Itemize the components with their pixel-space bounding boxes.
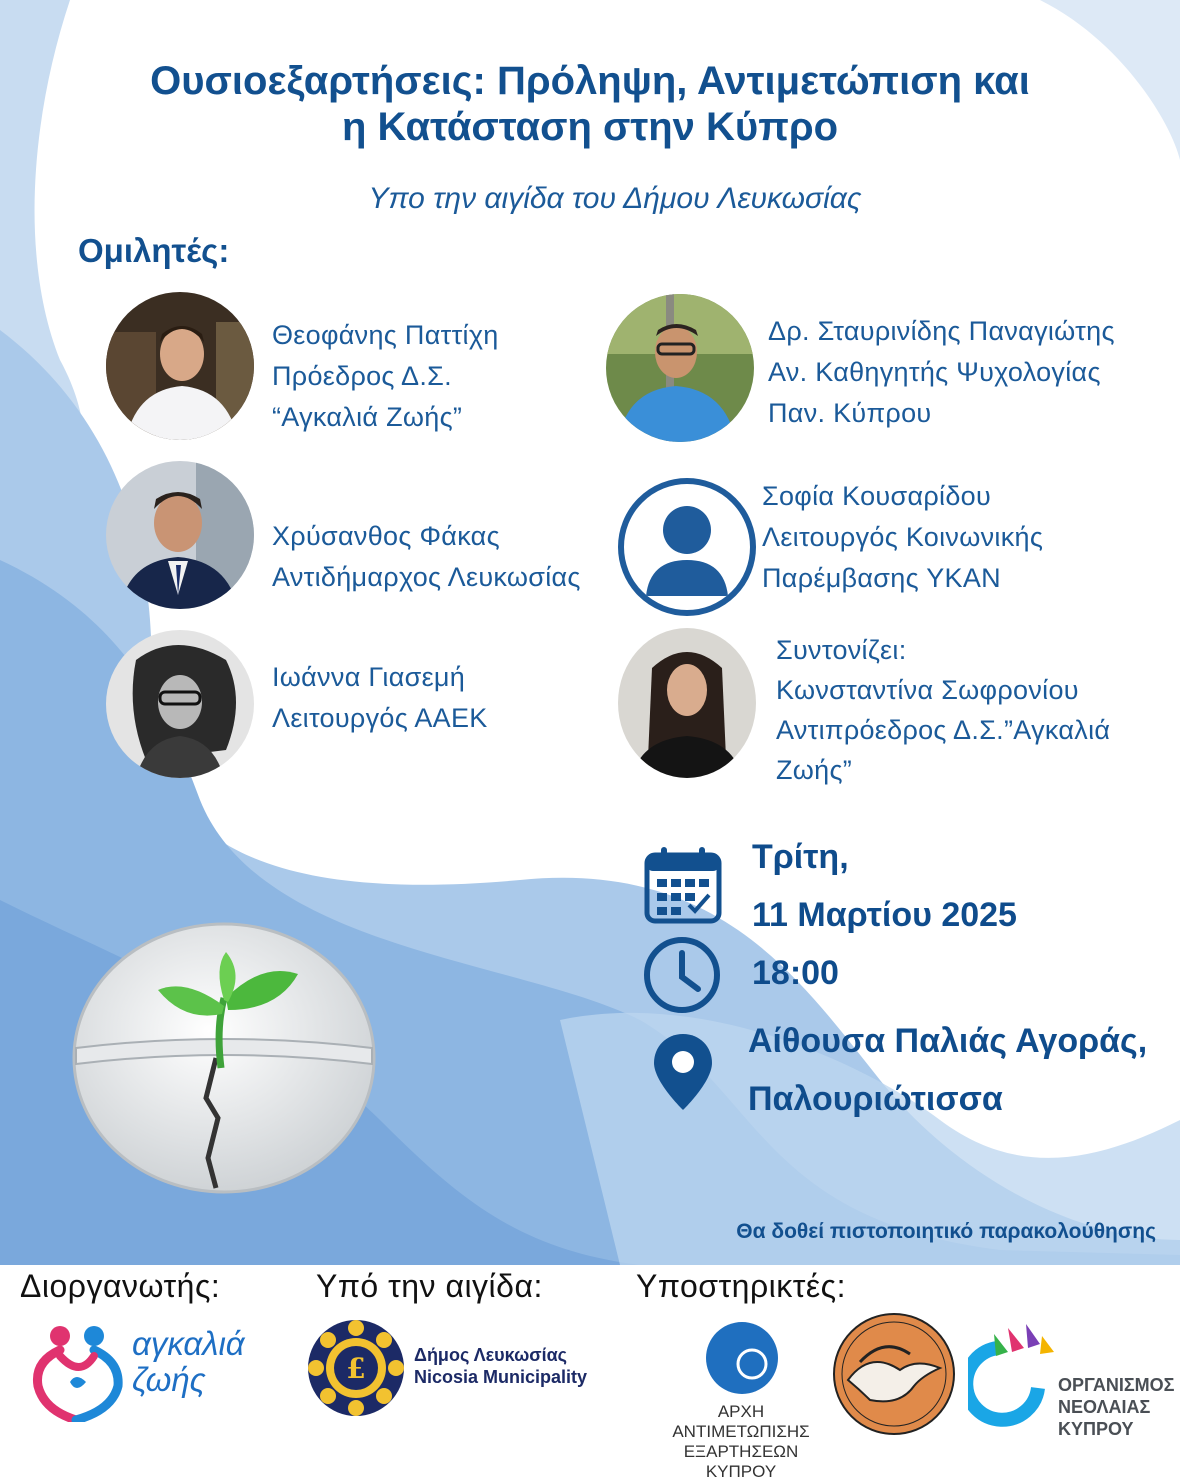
municipality-name — [414, 1344, 587, 1388]
agkalia-zois-logo — [30, 1322, 130, 1422]
event-full-date: 11 Μαρτίου 2025 — [752, 896, 1017, 934]
speaker-info-1 — [272, 315, 499, 438]
speaker-name: Σοφία Κουσαρίδου — [762, 481, 992, 511]
speaker-photo-5 — [106, 630, 254, 778]
agkalia-zois-wordmark — [132, 1326, 245, 1398]
speaker-name: Δρ. Σταυρινίδης Παναγιώτης — [768, 316, 1115, 346]
supporters-label: Υποστηρικτές: — [636, 1268, 846, 1304]
speaker-role: Αντιδήμαρχος Λευκωσίας — [272, 562, 581, 592]
speaker-info-6 — [776, 630, 1110, 790]
speaker-role: Παν. Κύπρου — [768, 398, 932, 428]
speaker-role: Λειτουργός Κοινωνικής — [762, 522, 1044, 552]
speaker-name: Ιωάννα Γιασεμή — [272, 662, 466, 692]
calendar-icon — [643, 845, 723, 925]
addiction-authority-logo — [702, 1318, 788, 1404]
speaker-photo-1 — [106, 292, 254, 440]
page-title — [40, 58, 1140, 150]
speaker-photo-2 — [606, 294, 754, 442]
municipality-name-english: Nicosia Municipality — [414, 1367, 588, 1387]
event-venue — [748, 1012, 1147, 1128]
event-time: 18:00 — [752, 954, 839, 992]
title-line-1: Ουσιοεξαρτήσεις: Πρόληψη, Αντιμετώπιση και — [150, 59, 1030, 103]
certificate-note: Θα δοθεί πιστοποιητικό παρακολούθησης — [736, 1220, 1156, 1243]
location-pin-icon — [652, 1032, 714, 1112]
speaker-role: Αν. Καθηγητής Ψυχολογίας — [768, 357, 1101, 387]
speaker-role: Πρόεδρος Δ.Σ. — [272, 361, 452, 391]
moderator-photo — [618, 628, 756, 778]
pill-sprout-illustration — [66, 918, 382, 1196]
speakers-heading: Ομιλητές: — [78, 232, 230, 269]
speaker-name: Θεοφάνης Παττίχη — [272, 320, 499, 350]
speaker-info-5 — [272, 657, 488, 739]
svg-text:£: £ — [346, 1352, 366, 1385]
youth-org-line-1: ΟΡΓΑΝΙΣΜΟΣ — [1058, 1375, 1175, 1395]
speaker-role: Παρέμβασης ΥΚΑΝ — [762, 563, 1001, 593]
speaker-info-3 — [272, 516, 581, 598]
nicosia-municipality-logo — [304, 1316, 408, 1420]
dove-emblem-logo — [830, 1310, 958, 1438]
wordmark-line-2: ζωής — [132, 1361, 206, 1398]
authority-line-1: ΑΡΧΗ ΑΝΤΙΜΕΤΩΠΙΣΗΣ — [672, 1402, 810, 1441]
wordmark-line-1: αγκαλιά — [132, 1325, 245, 1362]
speaker-name: Χρύσανθος Φάκας — [272, 521, 500, 551]
speaker-role: Λειτουργός ΑΑΕΚ — [272, 703, 488, 733]
moderator-label: Συντονίζει: — [776, 635, 907, 665]
speaker-role: Ζωής” — [776, 755, 853, 785]
speaker-role: Αντιπρόεδρος Δ.Σ.”Αγκαλιά — [776, 715, 1111, 745]
youth-org-line-3: ΚΥΠΡΟΥ — [1058, 1419, 1134, 1439]
youth-organisation-logo — [968, 1318, 1058, 1428]
speaker-name: Κωνσταντίνα Σωφρονίου — [776, 675, 1079, 705]
speaker-info-2 — [768, 311, 1115, 434]
speaker-role: “Αγκαλιά Ζωής” — [272, 402, 463, 432]
youth-org-line-2: ΝΕΟΛΑΙΑΣ — [1058, 1397, 1151, 1417]
youth-organisation-text — [1058, 1374, 1174, 1440]
user-placeholder-icon — [618, 478, 756, 616]
addiction-authority-text — [648, 1402, 834, 1482]
event-day: Τρίτη, — [752, 838, 849, 876]
clock-icon — [642, 935, 722, 1015]
subtitle: Υπο την αιγίδα του Δήμου Λευκωσίας — [368, 182, 862, 215]
venue-line-1: Αίθουσα Παλιάς Αγοράς, — [748, 1022, 1148, 1060]
organizer-label: Διοργανωτής: — [20, 1268, 221, 1304]
authority-line-2: ΕΞΑΡΤΗΣΕΩΝ ΚΥΠΡΟΥ — [683, 1442, 799, 1481]
speaker-photo-3 — [106, 461, 254, 609]
auspices-label: Υπό την αιγίδα: — [316, 1268, 543, 1304]
venue-line-2: Παλουριώτισσα — [748, 1080, 1003, 1118]
speaker-info-4 — [762, 476, 1043, 599]
municipality-name-greek: Δήμος Λευκωσίας — [414, 1345, 568, 1365]
event-date — [752, 828, 1017, 944]
title-line-2: η Κατάσταση στην Κύπρο — [341, 105, 838, 149]
